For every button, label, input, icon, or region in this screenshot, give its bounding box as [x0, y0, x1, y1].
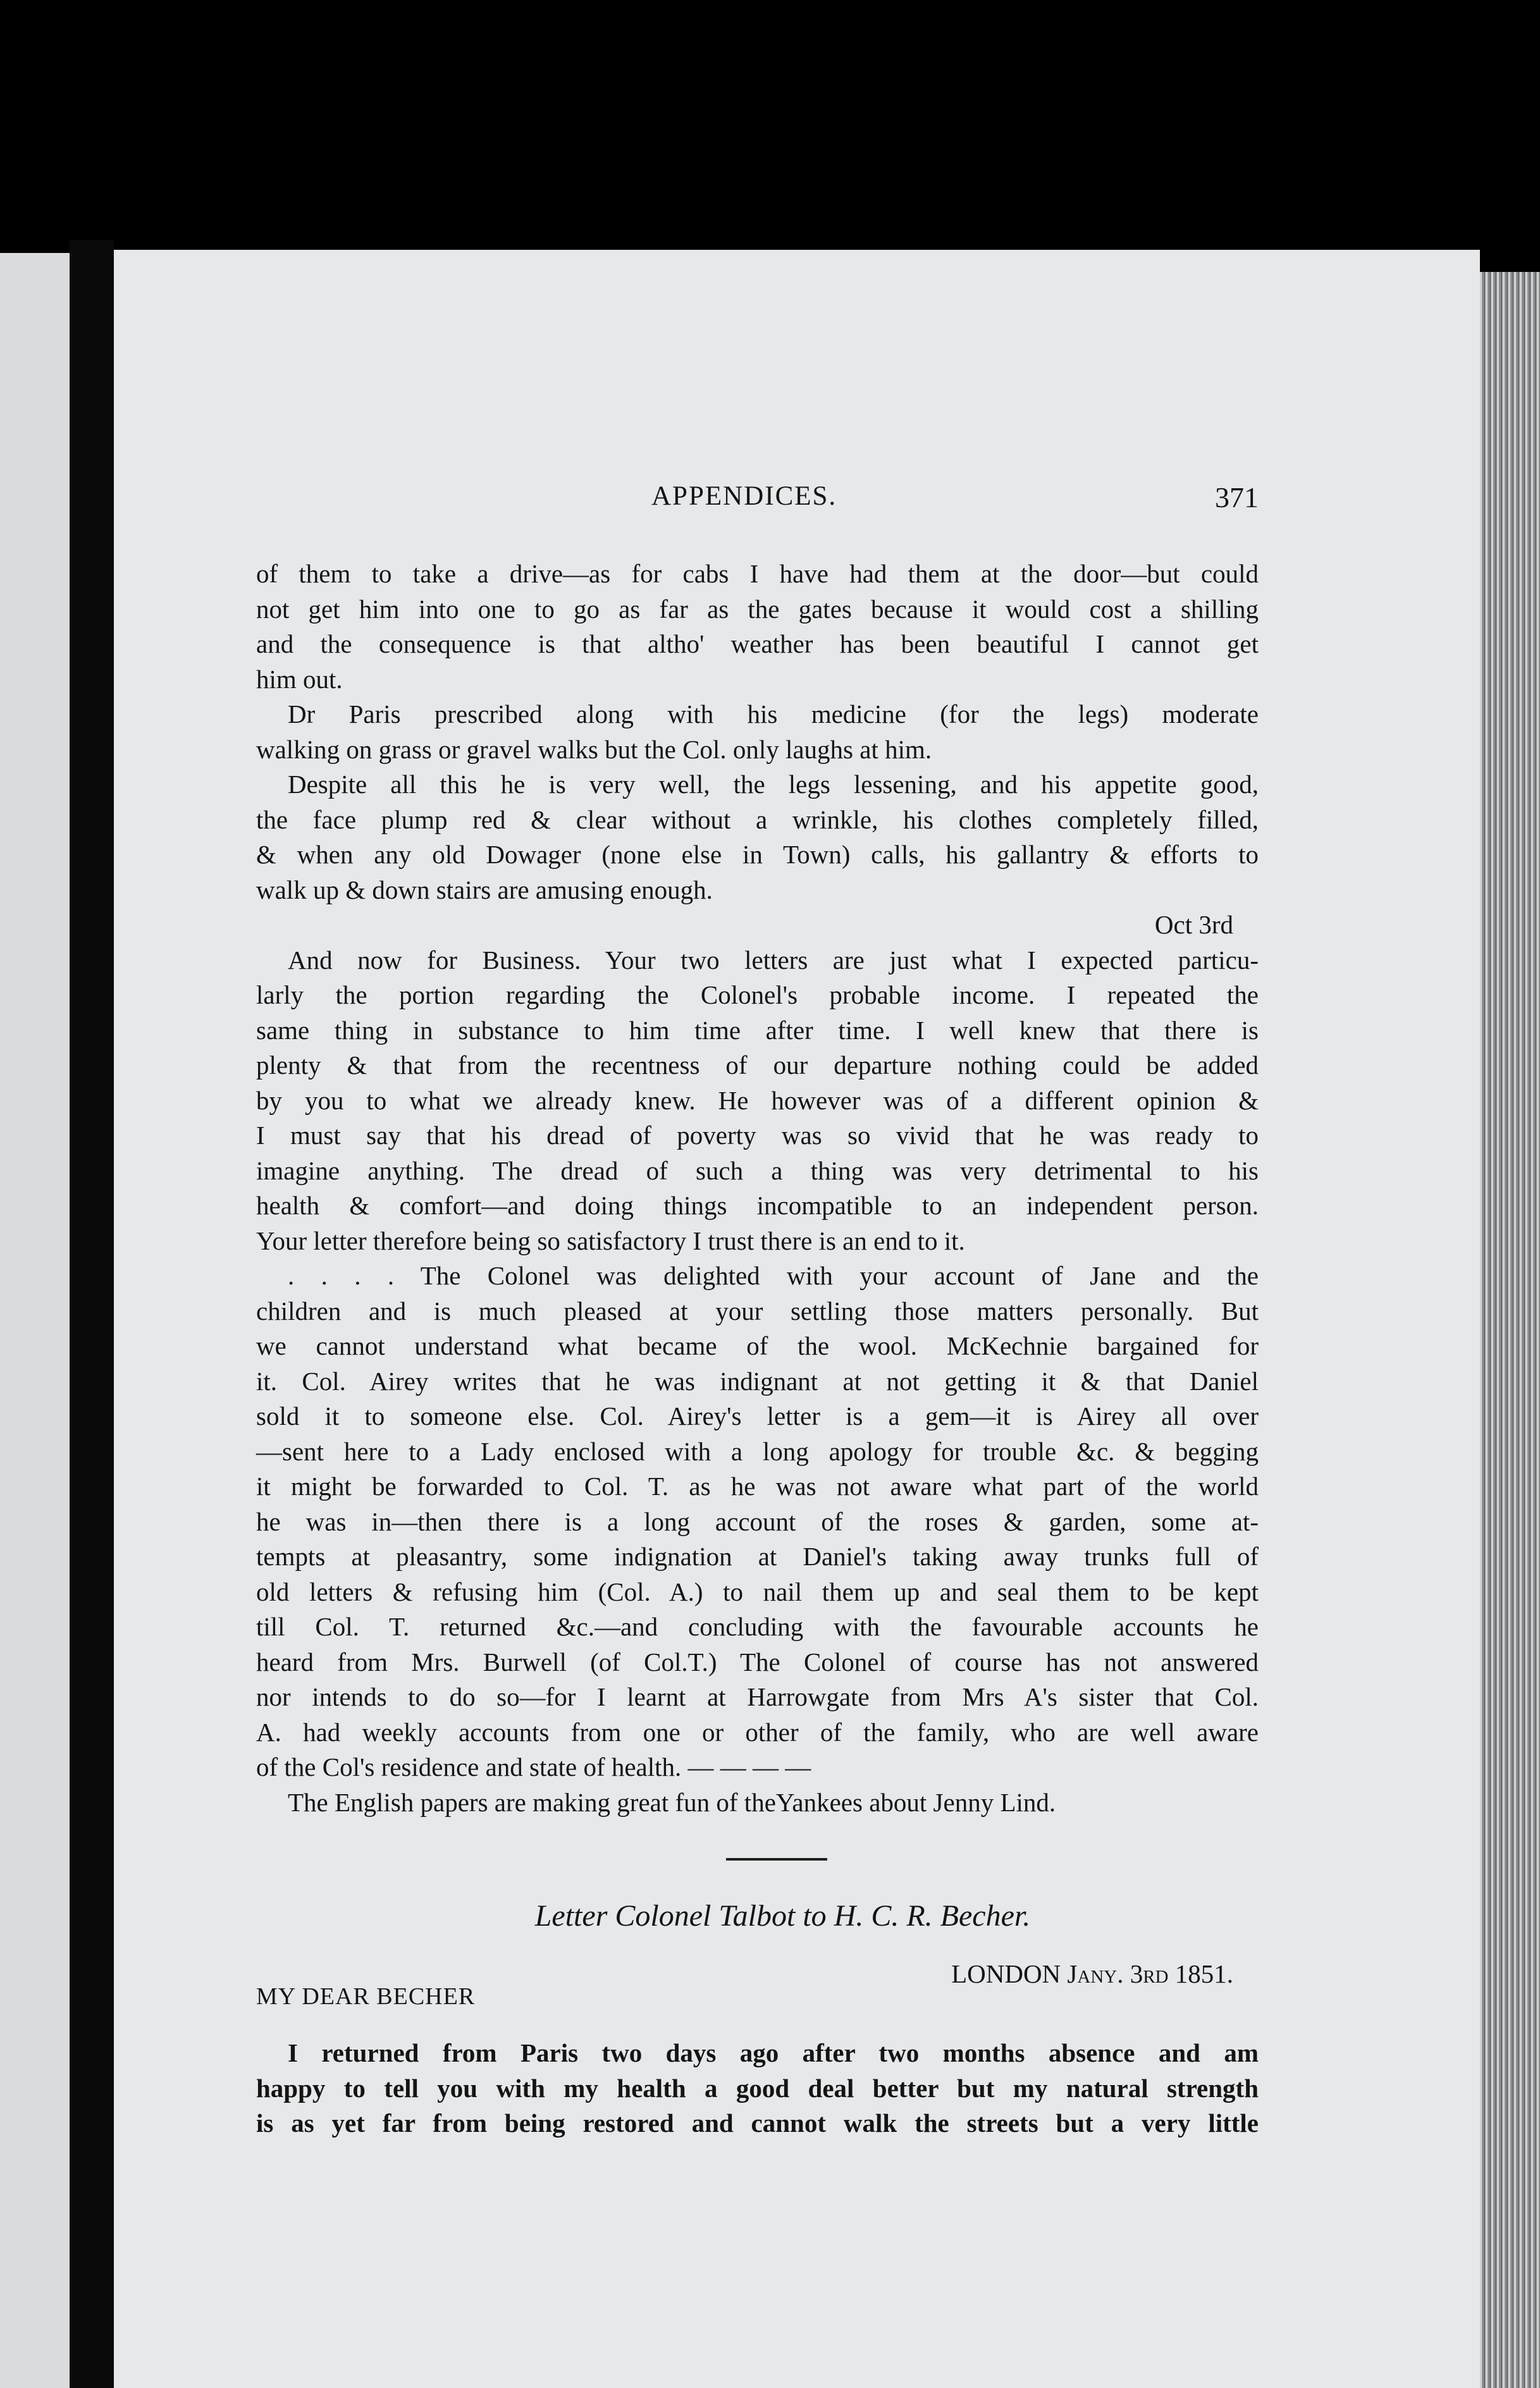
text-line: the face plump red & clear without a wrinkle, his clothes completely filled,: [256, 804, 1259, 834]
text-line: walking on grass or gravel walks but the Col. only laughs at him.: [256, 734, 932, 764]
text-line: . . . . The Colonel was delighted with your account of Jane and the: [288, 1261, 1259, 1290]
text-line: nor intends to do so—for I learnt at Harrowgate from Mrs A's sister that Col.: [256, 1682, 1259, 1711]
facing-page-edge: [0, 253, 70, 2388]
page-number: 371: [1215, 481, 1259, 514]
text-line: till Col. T. returned &c.—and concluding with the favourable accounts he: [256, 1612, 1259, 1641]
text-line: and the consequence is that altho' weather has been beautiful I cannot get: [256, 629, 1259, 658]
text-line: & when any old Dowager (none else in Town) calls, his gallantry & efforts to: [256, 840, 1259, 869]
page-edges: [1480, 272, 1540, 2388]
paragraph-group-1: [256, 557, 1259, 908]
text-line: sold it to someone else. Col. Airey's letter is a gem—it is Airey all over: [256, 1401, 1259, 1431]
paragraph: [256, 767, 1259, 908]
text-line: larly the portion regarding the Colonel's probable income. I repeated the: [256, 980, 1259, 1009]
text-line: not get him into one to go as far as the gates because it would cost a shilling: [256, 594, 1259, 624]
running-head: APPENDICES.: [651, 481, 837, 511]
page-body: [256, 557, 1259, 2141]
paragraph: [256, 943, 1259, 1259]
text-line: The English papers are making great fun of theYankees about Jenny Lind.: [288, 1787, 1056, 1817]
text-line: old letters & refusing him (Col. A.) to nail them up and seal them to be kept: [256, 1577, 1259, 1606]
text-line: it might be forwarded to Col. T. as he was not aware what part of the world: [256, 1472, 1259, 1501]
paragraph: [256, 2036, 1259, 2141]
text-line: Your letter therefore being so satisfactory I trust there is an end to it.: [256, 1226, 965, 1255]
text-line: health & comfort—and doing things incompatible to an independent person.: [256, 1191, 1259, 1220]
text-line: same thing in substance to him time after time. I well knew that there is: [256, 1015, 1259, 1045]
text-line: A. had weekly accounts from one or other of the family, who are well aware: [256, 1717, 1259, 1747]
text-line: —sent here to a Lady enclosed with a long apology for trouble &c. & begging: [256, 1436, 1259, 1466]
text-line: imagine anything. The dread of such a thing was very detrimental to his: [256, 1155, 1259, 1185]
date-line: Oct 3rd: [1154, 910, 1233, 939]
letter-salutation: MY DEAR BECHER: [256, 1983, 476, 2010]
paragraph: [256, 1259, 1259, 1785]
page-header: [256, 481, 1259, 525]
paragraph: [256, 697, 1259, 767]
text-line: And now for Business. Your two letters are just what I expected particu-: [288, 945, 1259, 975]
text-line: I returned from Paris two days ago after two months absence and am: [288, 2038, 1259, 2067]
text-line: Dr Paris prescribed along with his medicine (for the legs) moderate: [288, 699, 1259, 729]
paragraph-group-2: [256, 943, 1259, 1821]
section-divider: [726, 1858, 827, 1861]
text-line: by you to what we already knew. He however was of a different opinion &: [256, 1085, 1259, 1115]
text-line: I must say that his dread of poverty was so vivid that he was ready to: [256, 1121, 1259, 1150]
text-line: children and is much pleased at your settling those matters personally. But: [256, 1296, 1259, 1326]
paragraph: [256, 557, 1259, 697]
text-line: him out.: [256, 664, 343, 694]
text-line: tempts at pleasantry, some indignation at Daniel's taking away trunks full of: [256, 1542, 1259, 1571]
letter-body: [256, 2036, 1259, 2141]
text-line: happy to tell you with my health a good deal better but my natural strength: [256, 2073, 1259, 2103]
text-line: it. Col. Airey writes that he was indignant at not getting it & that Daniel: [256, 1366, 1259, 1396]
text-line: heard from Mrs. Burwell (of Col.T.) The Colonel of course has not answered: [256, 1647, 1259, 1677]
text-line: Despite all this he is very well, the legs lessening, and his appetite good,: [288, 770, 1259, 799]
paragraph: [256, 1785, 1259, 1821]
letter-date: LONDON Jany. 3rd 1851.: [951, 1959, 1233, 1988]
text-line: walk up & down stairs are amusing enough.: [256, 875, 713, 904]
text-line: of them to take a drive—as for cabs I have had them at the door—but could: [256, 559, 1259, 588]
text-line: plenty & that from the recentness of our departure nothing could be added: [256, 1050, 1259, 1080]
text-line: he was in—then there is a long account of the roses & garden, some at-: [256, 1506, 1259, 1536]
letter-title: Letter Colonel Talbot to H. C. R. Becher.: [534, 1899, 1031, 1933]
text-line: is as yet far from being restored and cannot walk the streets but a very little: [256, 2108, 1259, 2138]
book-gutter: [70, 240, 114, 2388]
text-line: of the Col's residence and state of health. — — — —: [256, 1752, 811, 1782]
text-line: we cannot understand what became of the wool. McKechnie bargained for: [256, 1331, 1259, 1360]
